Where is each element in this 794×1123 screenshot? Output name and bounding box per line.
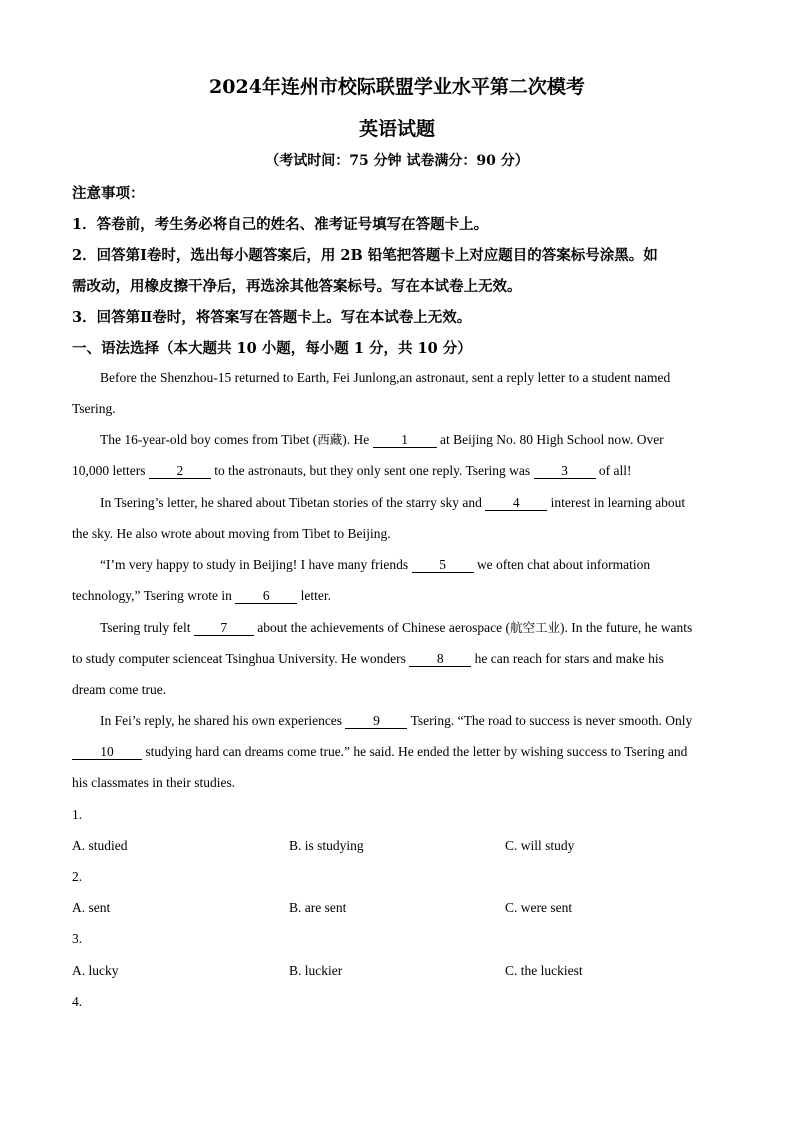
passage-line	[72, 401, 722, 416]
subject-title: 英语试题	[358, 118, 435, 140]
passage-text: The 16-year-old boy comes from Tibet (	[100, 432, 318, 447]
passage-text: studying hard can dreams come true.” he said. He ended the letter by wishing success to Tsering and	[142, 744, 688, 759]
passage-text: technology,” Tsering wrote in	[72, 588, 236, 603]
answer-blank: 7	[194, 621, 254, 636]
answer-blank: 6	[235, 589, 297, 604]
instruction-item-2-line-2: 需改动，用橡皮擦干净后，再选涂其他答案标号。写在本试卷上无效。	[72, 278, 522, 295]
passage-line	[100, 713, 750, 729]
passage-line	[100, 370, 692, 385]
passage-line	[72, 463, 722, 479]
passage-line	[72, 682, 722, 697]
passage-text: letter.	[297, 588, 332, 603]
passage-text: the sky. He also wrote about moving from Tibet to Beijing.	[72, 526, 391, 541]
option-c: C. were sent	[505, 900, 573, 915]
passage-text: Tsering.	[72, 401, 116, 416]
answer-blank: 10	[72, 745, 142, 760]
option-b: B. luckier	[289, 963, 343, 978]
option-c: C. will study	[505, 838, 575, 853]
option-a: A. sent	[72, 900, 111, 915]
answer-blank: 8	[409, 652, 471, 667]
passage-text: Before the Shenzhou-15 returned to Earth, Fei Junlong,an astronaut, sent a reply letter to a student named	[100, 370, 671, 385]
passage-text: 10,000 letters	[72, 463, 149, 478]
option-b: B. are sent	[289, 900, 347, 915]
option-b: B. is studying	[289, 838, 364, 853]
passage-line	[100, 557, 750, 573]
question-number: 1.	[72, 807, 83, 822]
passage-text: Tsering truly felt	[100, 620, 194, 635]
answer-blank: 4	[485, 496, 547, 511]
answer-blank: 9	[345, 714, 407, 729]
passage-line	[72, 526, 722, 541]
instructions-heading: 注意事项：	[72, 185, 145, 202]
passage-text: “I’m very happy to study in Beijing! I have many friends	[100, 557, 412, 572]
passage-text: In Fei’s reply, he shared his own experiences	[100, 713, 346, 728]
instruction-item-1: 1．答卷前，考生务必将自己的姓名、准考证号填写在答题卡上。	[72, 216, 489, 233]
answer-blank: 5	[412, 558, 474, 573]
passage-text: we often chat about information	[473, 557, 651, 572]
passage-text: 西藏	[317, 432, 343, 447]
option-c: C. the luckiest	[505, 963, 583, 978]
passage-text: interest in learning about	[547, 495, 686, 510]
passage-line	[100, 495, 750, 511]
passage-line	[72, 775, 722, 790]
instruction-item-3: 3．回答第Ⅱ卷时，将答案写在答题卡上。写在本试卷上无效。	[72, 309, 472, 326]
passage-line	[72, 744, 722, 760]
passage-text: In Tsering’s letter, he shared about Tibetan stories of the starry sky and	[100, 495, 486, 510]
option-a: A. studied	[72, 838, 128, 853]
exam-info: （考试时间：75 分钟 试卷满分：90 分）	[265, 153, 529, 169]
passage-line	[72, 588, 722, 604]
passage-text: ). In the future, he wants	[559, 620, 693, 635]
passage-text: his classmates in their studies.	[72, 775, 236, 790]
question-number: 3.	[72, 931, 83, 946]
passage-text: dream come true.	[72, 682, 167, 697]
passage-text: Tsering. “The road to success is never smooth. Only	[407, 713, 693, 728]
passage-text: about the achievements of Chinese aerospace (	[253, 620, 510, 635]
answer-blank: 3	[534, 464, 596, 479]
passage-line	[100, 432, 750, 448]
section-1-heading: 一、语法选择（本大题共 10 小题，每小题 1 分，共 10 分）	[72, 340, 472, 357]
passage-text: to the astronauts, but they only sent one reply. Tsering was	[210, 463, 534, 478]
question-number: 2.	[72, 869, 83, 884]
question-number: 4.	[72, 994, 83, 1009]
passage-text: of all!	[595, 463, 632, 478]
passage-text: ). He	[342, 432, 373, 447]
option-a: A. lucky	[72, 963, 119, 978]
answer-blank: 2	[149, 464, 211, 479]
exam-title: 2024年连州市校际联盟学业水平第二次模考	[209, 76, 585, 98]
passage-line	[100, 620, 750, 636]
passage-line	[72, 651, 722, 667]
passage-text: at Beijing No. 80 High School now. Over	[436, 432, 664, 447]
passage-text: he can reach for stars and make his	[471, 651, 664, 666]
answer-blank: 1	[373, 433, 437, 448]
instruction-item-2-line-1: 2．回答第Ⅰ卷时，选出每小题答案后，用 2B 铅笔把答题卡上对应题目的答案标号涂黑。如	[72, 247, 658, 264]
passage-text: 航空工业	[509, 620, 560, 635]
passage-text: to study computer scienceat Tsinghua University. He wonders	[72, 651, 410, 666]
